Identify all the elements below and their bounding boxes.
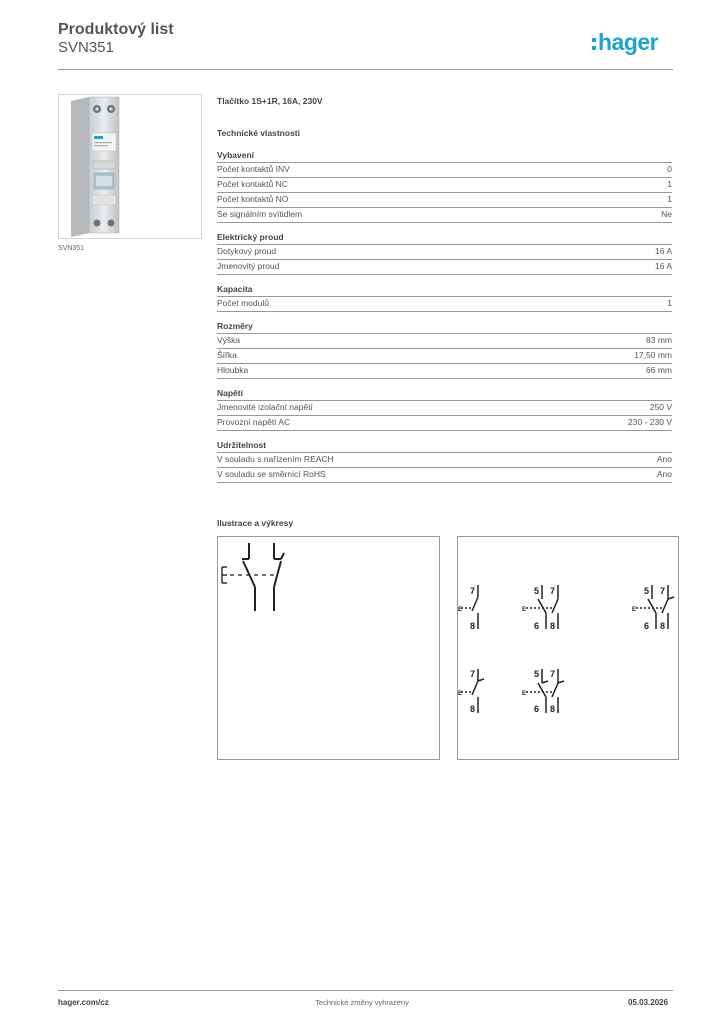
spec-group-title: Udržitelnost <box>217 439 672 453</box>
svg-text:8: 8 <box>470 621 476 631</box>
spec-row <box>217 245 672 260</box>
spec-value: Ne <box>661 209 672 219</box>
spec-row <box>217 208 672 223</box>
variant-no-contact <box>458 585 478 631</box>
footer-notice: Technické změny vyhrazeny <box>315 998 409 1007</box>
logo-text: hager <box>598 29 659 55</box>
variant-nc-no-latch-contact-alt <box>522 669 564 714</box>
modular-switch-illustration <box>59 95 201 238</box>
spec-group-title: Rozměry <box>217 320 672 334</box>
variant-nc-no-contact <box>522 585 558 631</box>
svg-text:E: E <box>458 691 463 697</box>
spec-group-title: Elektrický proud <box>217 231 672 245</box>
spec-label: Se signálním svítidlem <box>217 209 303 219</box>
spec-row <box>217 178 672 193</box>
svg-text:7: 7 <box>550 669 556 679</box>
spec-label: Provozní napětí AC <box>217 417 291 427</box>
svg-text:7: 7 <box>470 669 476 679</box>
spec-row <box>217 297 672 312</box>
svg-text:E: E <box>522 691 527 697</box>
spec-group-equipment <box>217 149 672 223</box>
spec-group-title: Napětí <box>217 387 672 401</box>
spec-value: 1 <box>667 298 672 308</box>
spec-value: 1 <box>667 194 672 204</box>
spec-label: Hloubka <box>217 365 249 375</box>
product-image <box>58 94 202 239</box>
header-divider <box>58 69 673 70</box>
spec-value: 17,50 mm <box>634 350 672 360</box>
footer-divider <box>58 990 673 991</box>
product-description: Tlačítko 1S+1R, 16A, 230V <box>217 96 323 106</box>
spec-value: 1 <box>667 179 672 189</box>
spec-group-sustainability <box>217 439 672 483</box>
spec-value: 250 V <box>649 402 672 412</box>
spec-row <box>217 401 672 416</box>
spec-label: V souladu se směrnicí RoHS <box>217 469 326 479</box>
svg-text:8: 8 <box>550 704 556 714</box>
svg-text:8: 8 <box>550 621 556 631</box>
spec-label: Jmenovité izolační napětí <box>217 402 313 412</box>
spec-value: Ano <box>656 454 672 464</box>
illustrations-title: Ilustrace a výkresy <box>217 518 294 528</box>
spec-group-capacity <box>217 283 672 312</box>
svg-text:E: E <box>522 607 527 613</box>
footer-website-link[interactable]: hager.com/cz <box>58 998 109 1007</box>
spec-value: 83 mm <box>646 335 672 345</box>
svg-text:7: 7 <box>550 586 556 596</box>
spec-group-dimensions <box>217 320 672 379</box>
svg-text:6: 6 <box>644 621 650 631</box>
spec-label: Dotykový proud <box>217 246 277 256</box>
variant-nc-no-latch-contact <box>632 585 674 631</box>
spec-value: 16 A <box>654 261 672 271</box>
product-code: SVN351 <box>58 39 114 56</box>
wiring-symbol-box <box>217 536 440 760</box>
spec-value: 230 - 230 V <box>628 417 672 427</box>
document-title: Produktový list <box>58 21 174 38</box>
spec-value: Ano <box>656 469 672 479</box>
spec-group-title: Kapacita <box>217 283 672 297</box>
product-image-caption: SVN351 <box>58 245 85 252</box>
footer-date: 05.03.2026 <box>628 998 669 1007</box>
variant-no-latch-contact <box>458 669 484 714</box>
spec-label: Počet kontaktů NO <box>217 194 289 204</box>
svg-text:7: 7 <box>470 586 476 596</box>
spec-value: 0 <box>667 164 672 174</box>
svg-text:5: 5 <box>644 586 650 596</box>
switch-symbol-drawing <box>218 537 439 759</box>
spec-label: Počet modulů <box>217 298 269 308</box>
spec-row <box>217 468 672 483</box>
spec-label: Počet kontaktů INV <box>217 164 290 174</box>
wiring-variants-box <box>457 536 679 760</box>
svg-text:8: 8 <box>660 621 666 631</box>
spec-group-current <box>217 231 672 275</box>
svg-text:5: 5 <box>534 586 540 596</box>
spec-label: Počet kontaktů NC <box>217 179 288 189</box>
spec-value: 66 mm <box>646 365 672 375</box>
svg-text:8: 8 <box>470 704 476 714</box>
spec-row <box>217 163 672 178</box>
spec-row <box>217 349 672 364</box>
spec-section-title: Technické vlastnosti <box>217 128 300 138</box>
spec-group-voltage <box>217 387 672 431</box>
contact-variants-drawing <box>458 537 678 759</box>
spec-row <box>217 193 672 208</box>
spec-group-title: Vybavení <box>217 149 672 163</box>
spec-label: Jmenovitý proud <box>217 261 280 271</box>
logo-dots-icon <box>592 35 596 51</box>
svg-text:7: 7 <box>660 586 666 596</box>
spec-section <box>217 96 672 491</box>
svg-text:E: E <box>458 607 463 613</box>
spec-label: Výška <box>217 335 241 345</box>
spec-value: 16 A <box>654 246 672 256</box>
svg-text:6: 6 <box>534 704 540 714</box>
spec-row <box>217 416 672 431</box>
spec-label: V souladu s nařízením REACH <box>217 454 334 464</box>
svg-text:5: 5 <box>534 669 540 679</box>
spec-row <box>217 364 672 379</box>
hager-logo <box>592 29 658 56</box>
svg-text:E: E <box>632 607 637 613</box>
spec-row <box>217 334 672 349</box>
svg-text:6: 6 <box>534 621 540 631</box>
spec-label: Šířka <box>217 350 237 360</box>
spec-row <box>217 453 672 468</box>
spec-row <box>217 260 672 275</box>
